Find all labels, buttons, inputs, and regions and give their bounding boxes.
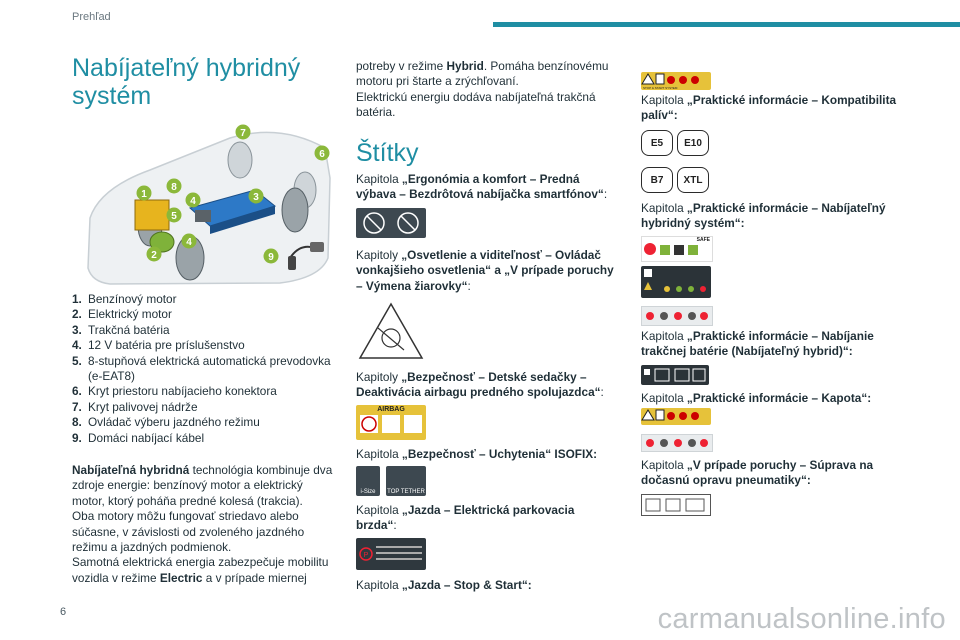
label-ref: Kapitola „Jazda – Elektrická parkovacia brzda“: — [356, 503, 575, 533]
diagram-legend — [72, 292, 332, 446]
svg-text:2: 2 — [151, 250, 157, 261]
callout-4a — [185, 192, 201, 208]
legend-item: 8. Ovládač výberu jazdného režimu — [72, 415, 260, 430]
legend-item: 2. Elektrický motor — [72, 307, 172, 322]
parking-brake-label — [356, 538, 426, 570]
svg-text:5: 5 — [171, 211, 177, 222]
legend-item: 7. Kryt palivovej nádrže — [72, 399, 198, 414]
paragraph: potreby v režime Hybrid. Pomáha benzínovému motoru pri štarte a zrýchľovaní. — [356, 59, 609, 89]
tyre-repair-label — [641, 494, 711, 516]
legend-item: 9. Domáci nabíjací kábel — [72, 430, 205, 445]
svg-text:4: 4 — [186, 237, 192, 248]
legend-item: 3. Trakčná batéria — [72, 322, 170, 337]
label-ref: Kapitola „Jazda – Stop & Start“: — [356, 578, 532, 592]
callout-9 — [263, 248, 279, 264]
paragraph: Nabíjateľná hybridná technológia kombinuje dva zdroje energie: benzínový motor a elektrický motor, ktorý poháňa predné kolesá (trakcia). — [72, 463, 333, 508]
svg-text:3: 3 — [253, 192, 259, 203]
callout-2 — [146, 246, 162, 262]
header-accent-bar — [493, 22, 960, 27]
callout-5 — [166, 207, 182, 223]
charging-label — [641, 365, 709, 385]
fuel-label-b7: B7 — [641, 167, 673, 193]
fuel-label-xtl: XTL — [677, 167, 709, 193]
fuel-label-e5: E5 — [641, 130, 673, 156]
watermark: carmanualsonline.info — [657, 603, 946, 635]
label-ref: Kapitoly „Bezpečnosť – Detské sedačky – Deaktivácia airbagu predného spolujazdca“: — [356, 370, 604, 400]
stop-start-label: STOP & START SYSTEM — [641, 72, 711, 90]
paragraph: Samotná elektrická energia zabezpečuje mobilitu vozidla v režime Electric a v prípade miernej — [72, 555, 329, 585]
label-ref: Kapitola „V prípade poruchy – Súprava na dočasnú opravu pneumatiky“: — [641, 458, 874, 488]
svg-text:6: 6 — [319, 149, 325, 160]
hybrid-system-diagram — [80, 118, 340, 288]
label-ref: Kapitola „Praktické informácie – Nabíjanie trakčnej batérie (Nabíjateľný hybrid)“: — [641, 329, 874, 359]
intro-paragraphs — [72, 463, 334, 586]
label-ref: Kapitola „Praktické informácie – Kapota“: — [641, 391, 872, 405]
section-title-labels: Štítky — [356, 139, 419, 167]
callout-8 — [166, 178, 182, 194]
lamp-warning-label — [356, 300, 426, 362]
label-ref: Kapitola „Bezpečnosť – Uchytenia“ ISOFIX: — [356, 447, 598, 461]
label-ref: Kapitoly „Osvetlenie a viditeľnosť – Ovládač vonkajšieho osvetlenia“ a „V prípade poruchy – Výmena žiarovky“: — [356, 248, 614, 293]
svg-text:8: 8 — [171, 182, 177, 193]
callout-6 — [314, 145, 330, 161]
svg-text:7: 7 — [240, 128, 246, 139]
svg-text:1: 1 — [141, 189, 147, 200]
callout-3 — [248, 188, 264, 204]
hybrid-info-strip-label — [641, 306, 713, 326]
label-ref: Kapitola „Praktické informácie – Nabíjateľný hybridný systém“: — [641, 201, 886, 231]
isofix-top-tether-label: TOP TETHER — [386, 466, 426, 496]
callout-4b — [181, 233, 197, 249]
hybrid-warning-label — [641, 266, 711, 298]
callout-1 — [136, 185, 152, 201]
paragraph: Oba motory môžu fungovať striedavo alebo súčasne, v závislosti od zvoleného jazdného režimu a jazdných podmienok. — [72, 509, 305, 555]
page-number: 6 — [60, 606, 67, 618]
legend-item: 1. Benzínový motor — [72, 292, 177, 306]
bonnet-strip-label — [641, 434, 713, 452]
legend-item: 5. 8-stupňová elektrická automatická prevodovka (e-EAT8) — [72, 353, 331, 384]
continued-text — [356, 59, 618, 121]
page-title: Nabíjateľný hybridný systém — [72, 54, 301, 110]
wireless-charger-label — [356, 208, 426, 238]
airbag-label: AIRBAG — [356, 405, 426, 440]
running-header: Prehľad — [72, 11, 111, 23]
fuel-label-e10: E10 — [677, 130, 709, 156]
legend-item: 4. 12 V batéria pre príslušenstvo — [72, 338, 245, 353]
hybrid-safety-label: SAFE — [641, 236, 713, 262]
svg-text:P: P — [363, 552, 369, 559]
label-ref: Kapitola „Praktické informácie – Kompatibilita palív“: — [641, 93, 897, 123]
svg-text:4: 4 — [190, 196, 196, 207]
svg-text:9: 9 — [268, 252, 274, 263]
legend-item: 6. Kryt priestoru nabíjacieho konektora — [72, 384, 277, 399]
bonnet-label — [641, 408, 711, 425]
paragraph: Elektrickú energiu dodáva nabíjateľná trakčná batéria. — [356, 89, 596, 120]
callout-7 — [235, 124, 251, 140]
label-ref: Kapitola „Ergonómia a komfort – Predná výbava – Bezdrôtová nabíjačka smartfónov“: — [356, 172, 608, 202]
isofix-isize-label: i-Size — [356, 466, 380, 496]
